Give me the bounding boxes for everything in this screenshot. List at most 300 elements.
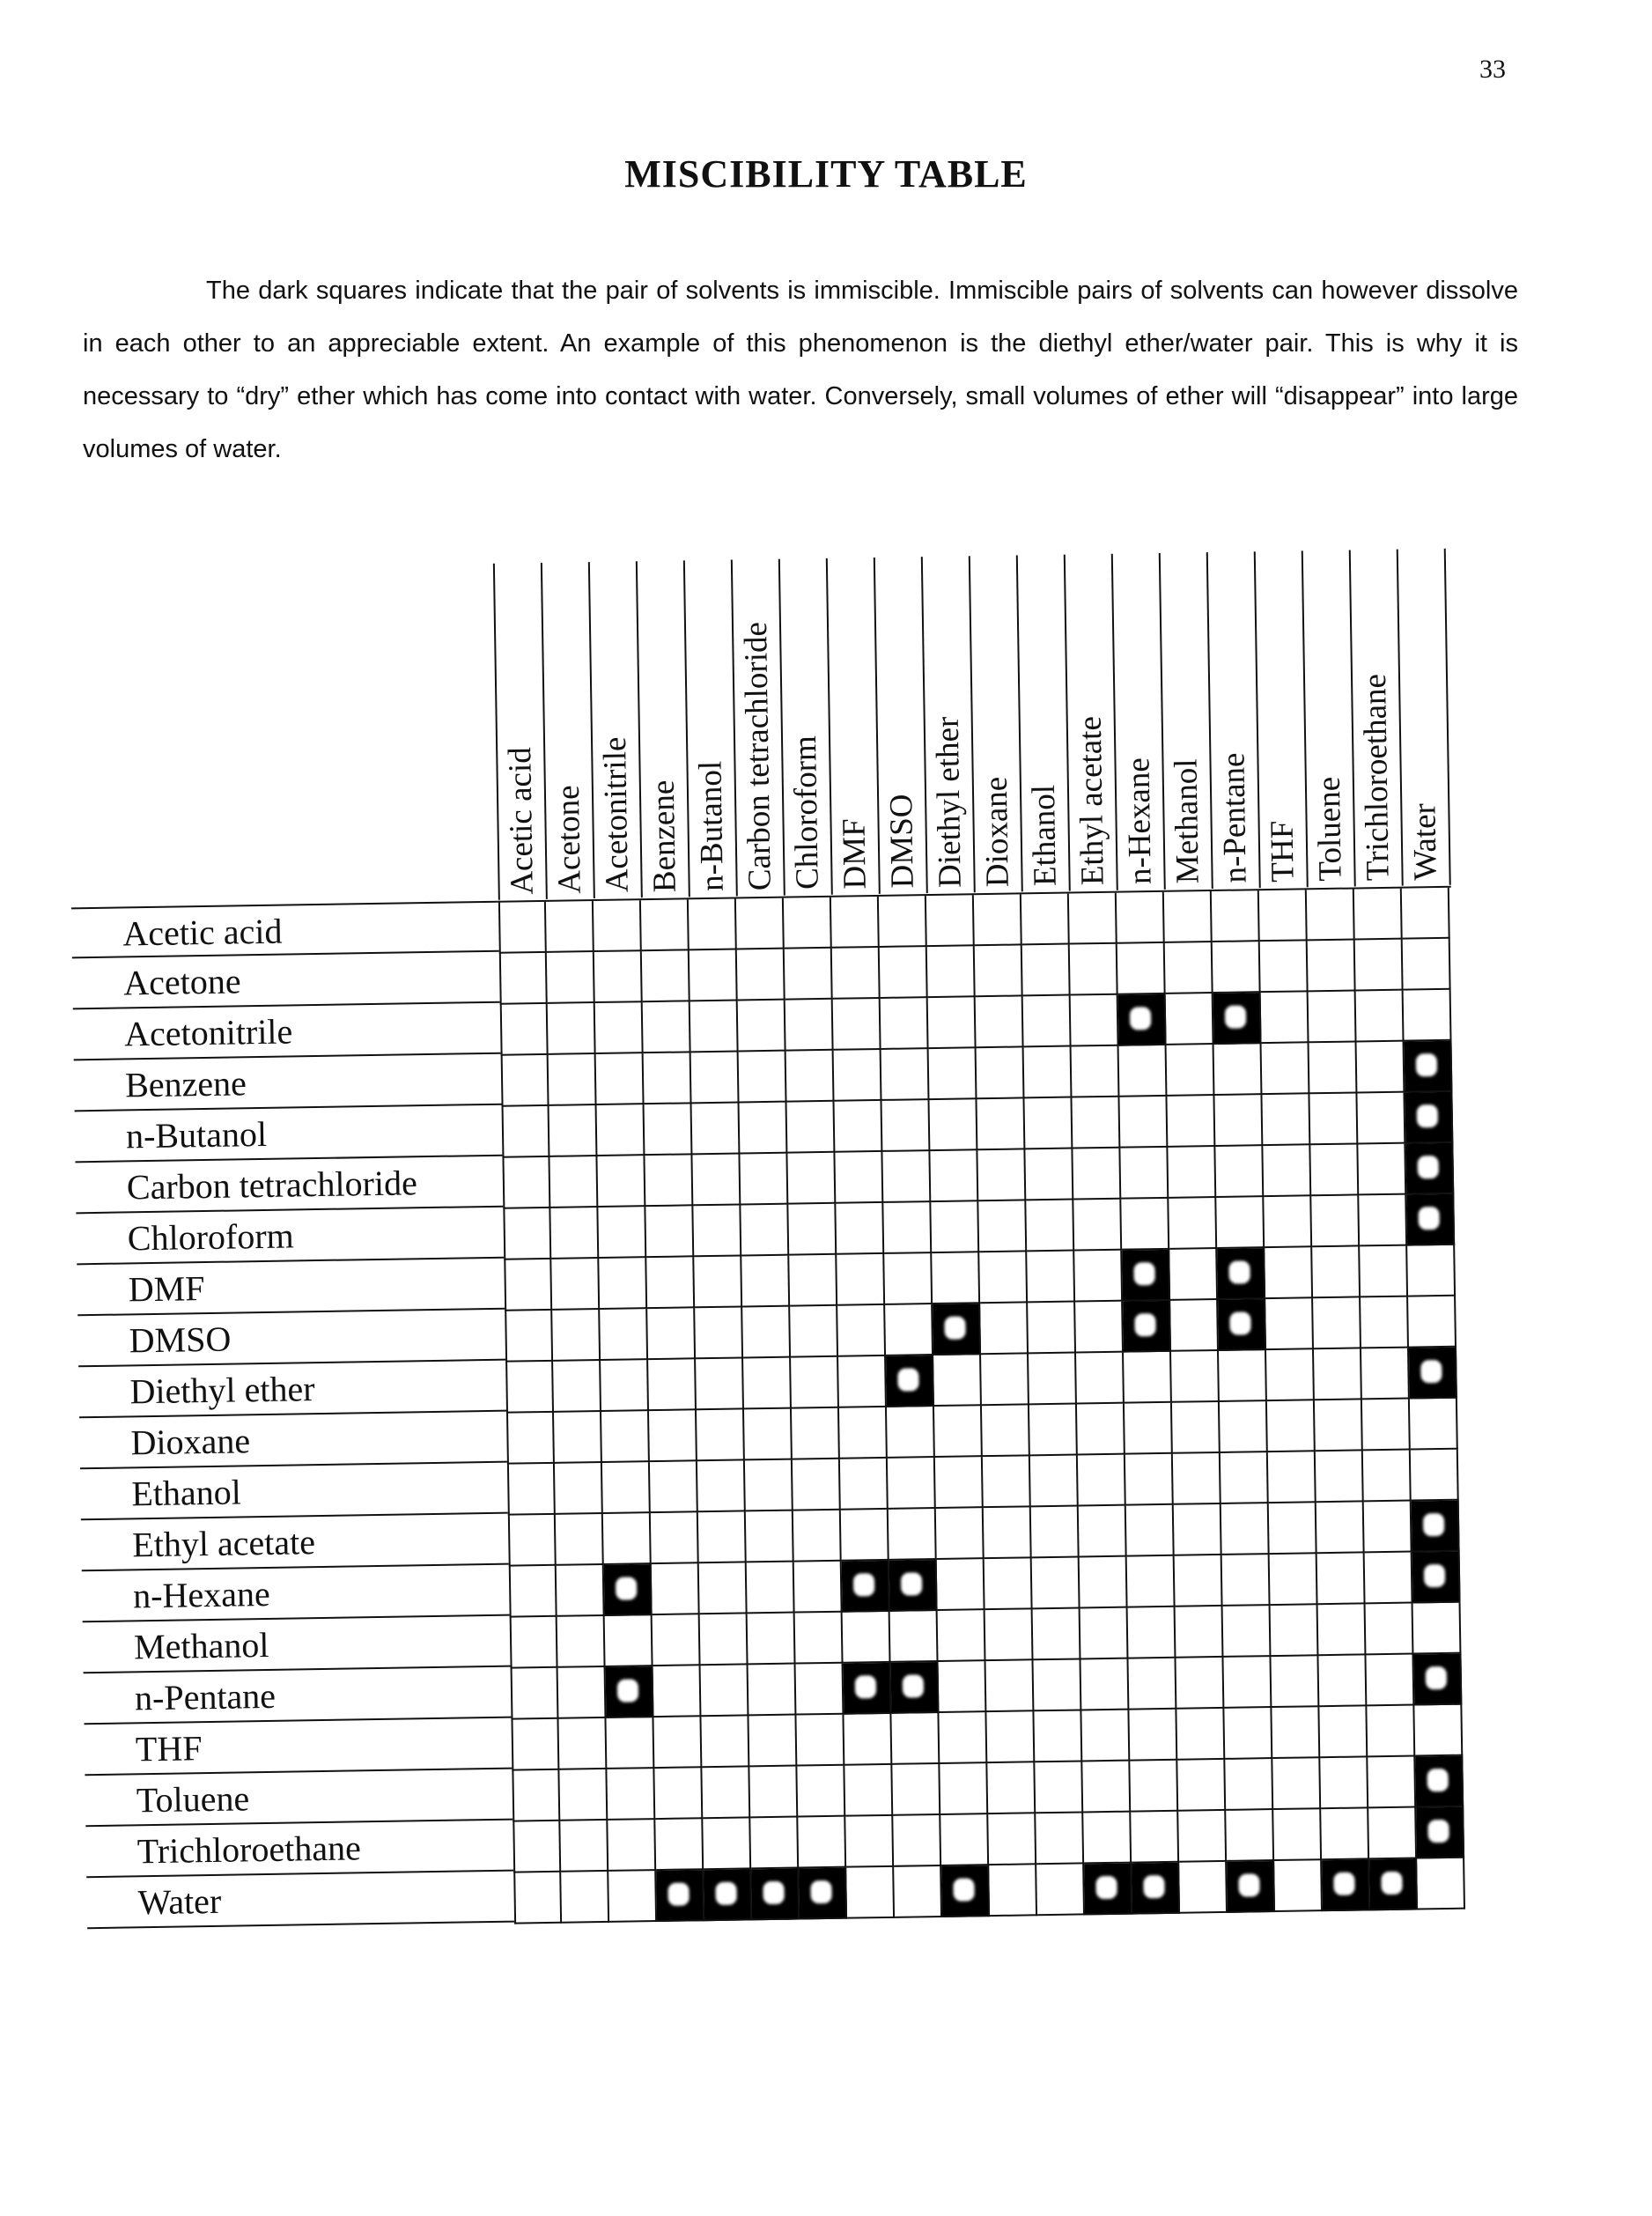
column-header	[969, 555, 1021, 892]
miscible-cell	[977, 1047, 1025, 1099]
miscible-cell	[933, 1355, 982, 1407]
miscible-cell	[1072, 1097, 1120, 1149]
row-label: n-Pentane	[84, 1667, 512, 1725]
miscible-cell	[749, 1767, 798, 1819]
row-label: Dioxane	[79, 1412, 507, 1470]
immiscible-cell	[1322, 1859, 1370, 1911]
miscible-cell	[1176, 1658, 1224, 1710]
miscible-cell	[986, 1711, 1035, 1763]
miscible-cell	[1170, 1300, 1219, 1352]
miscible-cell	[979, 1252, 1028, 1304]
miscible-cell	[881, 998, 929, 1050]
miscible-cell	[652, 1563, 700, 1615]
column-header	[1397, 549, 1449, 886]
miscible-cell	[645, 1155, 693, 1207]
immiscible-cell	[1123, 1301, 1171, 1353]
miscible-cell	[1313, 1297, 1361, 1349]
miscible-cell	[1365, 1553, 1413, 1605]
miscible-cell	[843, 1612, 891, 1664]
miscible-cell	[502, 1157, 550, 1209]
immiscible-cell	[1409, 1348, 1457, 1400]
miscible-cell	[985, 1558, 1033, 1610]
miscible-cell	[929, 1048, 977, 1100]
miscible-cell	[794, 1562, 843, 1614]
miscible-cell	[505, 1362, 554, 1414]
miscible-cell	[546, 901, 594, 953]
miscible-cell	[977, 1149, 1026, 1201]
miscible-cell	[1307, 889, 1355, 941]
miscible-cell	[1028, 1303, 1076, 1355]
immiscible-cell	[1217, 1248, 1265, 1300]
miscible-cell	[1179, 1862, 1228, 1914]
miscible-cell	[1172, 1402, 1221, 1454]
miscible-cell	[981, 1354, 1029, 1406]
miscible-cell	[1271, 1605, 1319, 1657]
miscible-cell	[556, 1514, 604, 1566]
column-header	[1016, 555, 1069, 892]
miscible-cell	[837, 1254, 885, 1306]
miscible-cell	[699, 1562, 748, 1614]
immiscible-cell	[889, 1560, 938, 1612]
miscible-cell	[692, 1103, 741, 1155]
miscible-cell	[1264, 1196, 1312, 1248]
page-title: MISCIBILITY TABLE	[624, 152, 1028, 196]
miscible-cell	[552, 1310, 601, 1362]
miscible-cell	[1119, 1097, 1168, 1149]
miscible-cell	[689, 899, 737, 951]
column-header-label: Carbon tetrachloride	[737, 621, 778, 891]
miscible-cell	[694, 1256, 742, 1308]
miscible-cell	[1259, 890, 1308, 942]
miscible-cell	[982, 1405, 1030, 1457]
immiscible-cell	[1413, 1654, 1462, 1706]
miscible-cell	[927, 946, 976, 998]
miscible-cell	[696, 1358, 744, 1410]
miscible-cell	[1271, 1656, 1319, 1708]
miscible-cell	[558, 1718, 607, 1770]
miscible-cell	[975, 945, 1023, 997]
miscible-cell	[703, 1818, 751, 1870]
miscible-cell	[1169, 1198, 1217, 1250]
miscible-cell	[882, 1151, 931, 1203]
miscible-cell	[844, 1765, 893, 1817]
miscible-cell	[499, 953, 548, 1005]
miscible-cell	[887, 1407, 935, 1459]
miscible-cell	[642, 950, 690, 1002]
column-header-label: Toluene	[1310, 776, 1349, 883]
row-label: n-Hexane	[82, 1565, 510, 1623]
miscible-cell	[1414, 1705, 1463, 1757]
miscible-cell	[788, 1204, 837, 1256]
miscible-cell	[928, 997, 977, 1049]
miscible-cell	[1223, 1606, 1272, 1658]
miscible-cell	[1224, 1708, 1272, 1760]
miscible-cell	[645, 1206, 694, 1258]
miscible-cell	[549, 1054, 597, 1106]
miscible-cell	[594, 951, 643, 1003]
column-header-label: Methanol	[1168, 758, 1206, 884]
miscible-cell	[1024, 1047, 1073, 1099]
column-header-label: n-Hexane	[1120, 757, 1159, 885]
miscible-cell	[1360, 1246, 1408, 1298]
miscible-cell	[1225, 1759, 1273, 1811]
miscible-cell	[1221, 1503, 1270, 1555]
miscible-cell	[1312, 1246, 1361, 1298]
miscible-cell	[1036, 1864, 1085, 1916]
miscible-cell	[1117, 943, 1166, 995]
miscible-cell	[1127, 1556, 1176, 1608]
miscible-cell	[1072, 1046, 1120, 1098]
miscible-cell	[1030, 1455, 1079, 1507]
miscible-cell	[844, 1714, 892, 1766]
miscible-cell	[930, 1150, 978, 1202]
miscible-cell	[989, 1865, 1037, 1917]
column-header-label: DMSO	[883, 794, 921, 889]
miscible-cell	[1119, 1045, 1168, 1097]
miscible-cell	[1129, 1710, 1177, 1762]
miscible-cell	[690, 949, 738, 1001]
miscible-cell	[653, 1717, 702, 1769]
miscible-cell	[549, 1105, 598, 1157]
miscible-cell	[1033, 1608, 1081, 1660]
miscible-cell	[559, 1769, 608, 1821]
column-header	[636, 560, 689, 897]
column-header	[1254, 550, 1307, 888]
miscible-cell	[647, 1308, 696, 1360]
miscible-cell	[940, 1814, 989, 1866]
miscible-cell	[1168, 1147, 1216, 1199]
miscible-cell	[1034, 1659, 1082, 1711]
miscible-cell	[1403, 939, 1451, 991]
row-label: Diethyl ether	[78, 1361, 506, 1419]
column-header	[588, 561, 641, 898]
immiscible-cell	[1118, 994, 1167, 1046]
miscible-cell	[648, 1359, 697, 1411]
immiscible-cell	[1412, 1501, 1460, 1553]
miscible-cell	[1265, 1247, 1313, 1299]
miscible-cell	[1355, 940, 1404, 992]
miscible-cell	[835, 1152, 883, 1204]
miscible-cell	[880, 947, 928, 999]
miscible-cell	[1071, 995, 1119, 1047]
miscible-cell	[750, 1818, 799, 1870]
miscible-cell	[1366, 1655, 1414, 1707]
miscible-cell	[1270, 1554, 1318, 1606]
miscible-cell	[1315, 1400, 1363, 1451]
miscible-cell	[651, 1512, 699, 1564]
miscible-cell	[596, 1053, 645, 1105]
miscible-cell	[784, 897, 832, 949]
miscible-cell	[1117, 892, 1165, 944]
miscible-cell	[595, 1002, 644, 1054]
miscible-cell	[1029, 1404, 1078, 1456]
miscible-cell	[837, 1305, 886, 1357]
miscible-cell	[507, 1464, 556, 1516]
miscible-cell	[650, 1461, 698, 1513]
column-header-label: Ethanol	[1025, 784, 1064, 887]
miscible-cell	[986, 1660, 1035, 1712]
miscible-cell	[1318, 1655, 1367, 1707]
miscible-cell	[697, 1409, 745, 1461]
miscible-cell	[690, 1001, 739, 1053]
immiscible-cell	[1227, 1861, 1275, 1913]
miscible-cell	[1074, 1251, 1123, 1303]
row-label: Acetic acid	[71, 901, 499, 959]
immiscible-cell	[1405, 1143, 1454, 1195]
immiscible-cell	[941, 1865, 990, 1917]
miscible-cell	[746, 1511, 794, 1563]
miscible-cell	[791, 1357, 839, 1409]
miscible-cell	[738, 1001, 786, 1053]
miscible-cell	[1356, 991, 1405, 1043]
column-header	[1349, 550, 1402, 887]
column-header-label: Water	[1406, 802, 1444, 881]
miscible-cell	[645, 1104, 693, 1156]
column-header	[731, 559, 784, 897]
miscible-cell	[978, 1200, 1027, 1252]
miscible-cell	[508, 1515, 557, 1567]
miscible-cell	[926, 895, 975, 947]
miscible-cell	[1034, 1710, 1082, 1762]
column-header-label: Dioxane	[977, 776, 1016, 888]
immiscible-cell	[1213, 993, 1262, 1045]
miscible-cell	[936, 1508, 985, 1560]
miscible-cell	[606, 1717, 654, 1769]
row-label: Methanol	[83, 1616, 511, 1674]
miscible-cell	[834, 1050, 882, 1102]
miscible-cell	[1169, 1249, 1218, 1301]
miscible-cell	[1167, 1096, 1215, 1148]
miscible-cell	[740, 1103, 788, 1155]
miscible-cell	[888, 1458, 936, 1510]
miscible-cell	[1368, 1757, 1416, 1809]
miscible-cell	[748, 1614, 796, 1666]
miscible-cell	[700, 1614, 749, 1666]
immiscible-cell	[1369, 1858, 1418, 1910]
row-label: Trichloroethane	[85, 1821, 513, 1879]
miscible-cell	[697, 1460, 746, 1512]
column-header-label: THF	[1264, 820, 1302, 883]
miscible-cell	[1080, 1557, 1128, 1609]
row-label: Ethyl acetate	[81, 1514, 509, 1572]
miscible-cell	[891, 1713, 940, 1765]
miscible-cell	[1269, 1503, 1317, 1555]
miscible-cell	[931, 1201, 979, 1253]
column-header	[874, 557, 926, 894]
miscible-cell	[1075, 1302, 1124, 1354]
miscible-cell	[513, 1821, 561, 1873]
miscible-cell	[1263, 1145, 1311, 1197]
column-header	[1111, 553, 1164, 890]
miscible-cell	[1022, 945, 1071, 997]
miscible-cell	[787, 1102, 836, 1154]
miscible-cell	[511, 1668, 559, 1720]
miscible-cell	[554, 1412, 602, 1464]
miscible-cell	[1316, 1502, 1365, 1554]
miscible-cell	[1125, 1454, 1174, 1506]
column-header-label: Acetic acid	[502, 746, 541, 895]
miscible-cell	[549, 1156, 598, 1208]
miscible-cell	[796, 1664, 844, 1716]
miscible-cell	[1361, 1348, 1410, 1400]
miscible-cell	[737, 949, 785, 1001]
immiscible-cell	[1084, 1864, 1132, 1916]
miscible-cell	[509, 1566, 557, 1618]
immiscible-cell	[1406, 1194, 1455, 1246]
miscible-cell	[1268, 1451, 1316, 1503]
miscible-cell	[691, 1052, 740, 1104]
column-header	[921, 556, 974, 893]
miscible-cell	[1310, 1144, 1359, 1196]
miscible-cell	[655, 1819, 704, 1871]
column-header-label: Acetonitrile	[596, 736, 636, 893]
miscible-cell	[929, 1099, 977, 1151]
immiscible-cell	[604, 1564, 653, 1616]
miscible-cell	[795, 1613, 844, 1665]
miscible-cell	[831, 897, 880, 949]
miscible-cell	[1036, 1813, 1084, 1865]
miscible-cell	[511, 1719, 559, 1771]
miscible-cell	[792, 1408, 840, 1460]
miscible-cell	[505, 1311, 553, 1363]
row-label: THF	[85, 1718, 513, 1776]
miscible-cell	[835, 1101, 883, 1153]
miscible-cell	[1226, 1810, 1274, 1862]
immiscible-cell	[1405, 1041, 1453, 1093]
row-label: DMF	[77, 1259, 505, 1317]
miscible-cell	[553, 1361, 601, 1413]
miscible-cell	[603, 1513, 652, 1565]
miscible-cell	[1272, 1758, 1321, 1810]
immiscible-cell	[1218, 1299, 1266, 1351]
miscible-cell	[1070, 944, 1118, 996]
row-label: Acetonitrile	[73, 1003, 501, 1061]
miscible-cell	[1073, 1200, 1122, 1252]
miscible-cell	[1081, 1710, 1130, 1762]
row-label: Benzene	[74, 1054, 502, 1112]
miscible-cell	[608, 1871, 657, 1923]
miscible-cell	[1077, 1404, 1125, 1456]
miscible-cell	[1274, 1860, 1323, 1912]
miscible-cell	[747, 1562, 795, 1614]
miscible-cell	[940, 1763, 988, 1815]
miscible-cell	[1318, 1604, 1367, 1656]
miscible-cell	[1260, 941, 1309, 993]
column-header	[1064, 554, 1117, 891]
miscible-cell	[644, 1053, 692, 1104]
miscible-cell	[1076, 1353, 1125, 1405]
miscible-cell	[1219, 1350, 1267, 1402]
immiscible-cell	[1405, 1092, 1453, 1144]
column-header	[778, 558, 831, 896]
miscible-cell	[1073, 1149, 1121, 1200]
miscible-cell	[600, 1309, 648, 1361]
miscible-cell	[1215, 1146, 1264, 1198]
miscible-cell	[501, 1055, 549, 1107]
column-header-label: n-Pentane	[1215, 752, 1254, 883]
miscible-cell	[1214, 1095, 1263, 1147]
miscible-cell	[743, 1358, 792, 1410]
miscible-cell	[498, 902, 547, 954]
immiscible-cell	[1412, 1552, 1461, 1604]
miscible-cell	[510, 1617, 558, 1669]
miscible-cell	[1175, 1555, 1223, 1607]
miscible-cell	[1024, 1098, 1073, 1150]
miscible-cell	[1080, 1659, 1129, 1711]
miscible-cell	[1213, 942, 1261, 994]
miscible-cell	[602, 1462, 651, 1514]
miscible-cell	[1363, 1451, 1412, 1503]
miscible-cell	[1262, 1043, 1310, 1095]
immiscible-cell	[606, 1666, 654, 1718]
miscible-cell	[838, 1356, 887, 1408]
column-header-label: Acetone	[549, 784, 588, 894]
miscible-cell	[598, 1207, 646, 1259]
miscible-cell	[555, 1463, 603, 1515]
miscible-cell	[796, 1715, 844, 1767]
miscible-cell	[1126, 1505, 1175, 1557]
miscible-cell	[1025, 1149, 1073, 1201]
immiscible-cell	[799, 1868, 847, 1920]
miscible-cell	[1311, 1195, 1360, 1247]
miscible-cell	[1408, 1296, 1457, 1348]
column-header-label: Diethyl ether	[929, 716, 969, 889]
miscible-cell	[833, 999, 881, 1051]
miscible-cell	[1171, 1351, 1220, 1403]
miscible-cell	[1262, 1094, 1310, 1146]
miscible-cell	[1214, 1044, 1263, 1096]
miscible-cell	[506, 1413, 555, 1465]
miscible-cell	[1128, 1658, 1176, 1710]
miscible-cell	[1124, 1352, 1172, 1404]
miscible-cell	[1174, 1504, 1222, 1556]
miscible-cell	[601, 1411, 650, 1463]
miscible-cell	[793, 1511, 842, 1562]
miscible-cell	[1080, 1608, 1129, 1660]
miscible-cell	[557, 1616, 606, 1668]
miscible-cell	[741, 1256, 790, 1308]
column-header	[826, 558, 879, 895]
miscible-cell	[988, 1813, 1036, 1865]
miscible-cell	[646, 1257, 695, 1309]
miscible-cell	[1177, 1760, 1226, 1812]
miscible-cell	[1317, 1553, 1366, 1605]
immiscible-cell	[1416, 1807, 1464, 1859]
column-header	[1302, 550, 1354, 888]
miscible-cell	[1130, 1761, 1178, 1813]
miscible-cell	[889, 1509, 937, 1561]
miscible-cell	[1078, 1455, 1126, 1507]
miscible-cell	[740, 1154, 788, 1206]
immiscible-cell	[933, 1304, 981, 1355]
miscible-cell	[605, 1615, 653, 1667]
miscible-cell	[984, 1507, 1032, 1559]
miscible-cell	[702, 1767, 750, 1819]
miscible-cell	[1032, 1557, 1080, 1609]
immiscible-cell	[704, 1869, 752, 1921]
column-header	[1159, 552, 1212, 890]
miscible-cell	[1358, 1144, 1406, 1196]
miscible-cell	[503, 1208, 551, 1260]
column-header-label: Ethyl acetate	[1072, 715, 1111, 886]
miscible-cell	[1273, 1809, 1322, 1861]
miscible-cell	[701, 1665, 749, 1717]
immiscible-cell	[1415, 1756, 1464, 1808]
miscible-cell	[1023, 996, 1072, 1048]
miscible-cell	[881, 1049, 930, 1101]
miscible-cell	[1361, 1297, 1409, 1349]
miscible-cell	[513, 1873, 562, 1924]
